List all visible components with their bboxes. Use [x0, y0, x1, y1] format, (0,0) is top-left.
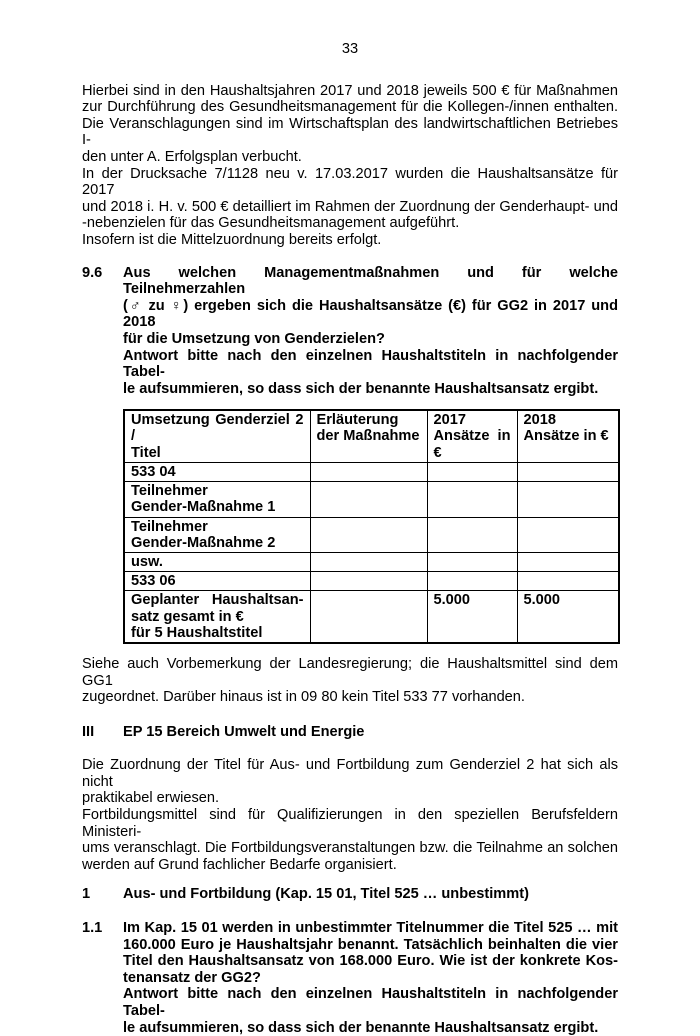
text-line: für 5 Haushaltstitel [131, 624, 263, 641]
intro-paragraph-3 [82, 232, 618, 249]
intro-paragraph-2 [82, 166, 618, 232]
table-cell [124, 572, 310, 591]
text-line: Antwort bitte nach den einzelnen Haushaltstiteln in nachfolgender Tabel- [123, 986, 618, 1020]
text-line: Titel den Haushaltsansatz von 168.000 Euro. Wie ist der konkrete Kos- [123, 953, 618, 970]
umwelt-paragraph-1 [82, 757, 618, 807]
budget-table [123, 409, 620, 644]
text-line: / [131, 428, 136, 445]
text-line: 5.000 [523, 592, 561, 609]
table-cell [427, 462, 517, 481]
table-cell [427, 482, 517, 517]
text-line: 160.000 Euro je Haushaltsjahr benannt. Tatsächlich beinhalten die vier [123, 936, 618, 953]
text-line: Siehe auch Vorbemerkung der Landesregierung; die Haushaltsmittel sind dem GG1 [82, 655, 618, 689]
section-9-6 [82, 265, 618, 398]
text-line: 2017 [433, 412, 466, 429]
table-header-row [124, 410, 619, 462]
text-line: Fortbildungsmittel sind für Qualifizierungen in den speziellen Berufsfeldern Ministeri- [82, 807, 618, 840]
text-line: Geplanter Haushaltsan- [131, 592, 304, 609]
table-row [124, 591, 619, 643]
table-cell [124, 462, 310, 481]
text-line: praktikabel erwiesen. [82, 790, 220, 807]
col-header-2017-ansaetze [427, 410, 517, 462]
section-1-1 [82, 920, 618, 1036]
table-cell [124, 552, 310, 571]
umwelt-paragraph-2 [82, 807, 618, 873]
table-row [124, 462, 619, 481]
table-cell [427, 517, 517, 552]
table-cell [124, 517, 310, 552]
text-line: € [433, 444, 442, 461]
text-line: 533 04 [131, 463, 176, 480]
budget-table-body [124, 462, 619, 643]
heading-ep15 [82, 724, 618, 741]
text-line: 533 06 [131, 573, 176, 590]
table-cell [517, 572, 619, 591]
table-row [124, 552, 619, 571]
text-line: Ansätze in € [523, 428, 609, 445]
col-header-2018-ansaetze [517, 410, 619, 462]
heading-ep15-number: III [82, 723, 95, 740]
text-line: Die Zuordnung der Titel für Aus- und Fortbildung zum Genderziel 2 hat sich als nicht [82, 757, 618, 790]
text-line: 2018 [523, 412, 556, 429]
text-line: Erläuterung [316, 412, 399, 429]
text-line: und 2018 i. H. v. 500 € detailliert im Rahmen der Zuordnung der Genderhaupt- und [82, 198, 618, 215]
text-line: Im Kap. 15 01 werden in unbestimmter Titelnummer die Titel 525 … mit [123, 920, 618, 937]
section-9-6-question [123, 265, 618, 398]
text-line: le aufsummieren, so dass sich der benannte Haushaltsansatz ergibt. [123, 380, 599, 397]
text-line: Hierbei sind in den Haushaltsjahren 2017 und 2018 jeweils 500 € für Maßnahmen [82, 82, 618, 99]
table-row [124, 482, 619, 517]
text-line: In der Drucksache 7/1128 neu v. 17.03.2017 wurden die Haushaltsansätze für 2017 [82, 165, 618, 199]
section-1-1-number: 1.1 [82, 920, 103, 937]
text-line: Teilnehmer [131, 518, 208, 535]
text-line: Teilnehmer [131, 483, 208, 500]
table-cell [517, 462, 619, 481]
table-cell [310, 572, 427, 591]
text-line: le aufsummieren, so dass sich der benannte Haushaltsansatz ergibt. [123, 1019, 599, 1036]
heading-aus-fortbildung-number: 1 [82, 886, 91, 903]
text-line: Ansätze in [433, 428, 511, 445]
text-line: ums veranschlagt. Die Fortbildungsveranstaltungen bzw. die Teilnahme an solchen [82, 840, 618, 857]
text-line: Gender-Maßnahme 2 [131, 534, 276, 551]
text-line: werden auf Grund fachlicher Bedarfe organisiert. [82, 856, 397, 873]
text-line: Die Veranschlagungen sind im Wirtschaftsplan des landwirtschaftlichen Betriebes I- [82, 115, 618, 149]
table-row [124, 517, 619, 552]
heading-aus-fortbildung [82, 886, 618, 903]
col-header-umsetzung-titel [124, 410, 310, 462]
text-line: zugeordnet. Darüber hinaus ist in 09 80 kein Titel 533 77 vorhanden. [82, 689, 525, 706]
text-line: tenansatz der GG2? [123, 969, 261, 986]
text-line: Aus welchen Managementmaßnahmen und für welche Teilnehmerzahlen [123, 264, 618, 298]
intro-paragraph-1 [82, 83, 618, 166]
col-header-erlaeuterung [310, 410, 427, 462]
text-line: den unter A. Erfolgsplan verbucht. [82, 148, 302, 165]
table-cell [427, 591, 517, 643]
text-line: Gender-Maßnahme 1 [131, 499, 276, 516]
text-line: Antwort bitte nach den einzelnen Haushaltstiteln in nachfolgender Tabel- [123, 347, 618, 381]
text-line: Umsetzung Genderziel 2 [131, 412, 304, 429]
table-cell [310, 482, 427, 517]
heading-aus-fortbildung-text: Aus- und Fortbildung (Kap. 15 01, Titel 525 … unbestimmt) [123, 886, 529, 903]
table-cell [124, 591, 310, 643]
text-line: der Maßnahme [316, 428, 420, 445]
table-cell [124, 482, 310, 517]
text-line: zur Durchführung des Gesundheitsmanagement für die Kollegen-/innen enthalten. [82, 99, 618, 116]
table-row [124, 572, 619, 591]
text-line: Insofern ist die Mittelzuordnung bereits erfolgt. [82, 231, 382, 248]
table-cell [427, 572, 517, 591]
siehe-paragraph [82, 656, 618, 706]
table-cell [517, 552, 619, 571]
table-cell [310, 552, 427, 571]
text-line: (♂ zu ♀) ergeben sich die Haushaltsansätze (€) für GG2 in 2017 und 2018 [123, 297, 618, 331]
table-cell [517, 482, 619, 517]
table-cell [310, 462, 427, 481]
page-number: 33 [341, 41, 359, 57]
table-cell [310, 517, 427, 552]
table-cell [310, 591, 427, 643]
text-line: für die Umsetzung von Genderzielen? [123, 330, 385, 347]
text-line: usw. [131, 553, 163, 570]
table-cell [517, 591, 619, 643]
text-line: Titel [131, 444, 161, 461]
text-line: 5.000 [433, 592, 471, 609]
section-1-1-question [123, 920, 618, 1036]
text-line: satz gesamt in € [131, 608, 244, 625]
section-9-6-number: 9.6 [82, 264, 103, 281]
table-cell [427, 552, 517, 571]
table-cell [517, 517, 619, 552]
text-line: -nebenzielen für das Gesundheitsmanagement aufgeführt. [82, 215, 460, 232]
heading-ep15-text: EP 15 Bereich Umwelt und Energie [123, 723, 365, 740]
